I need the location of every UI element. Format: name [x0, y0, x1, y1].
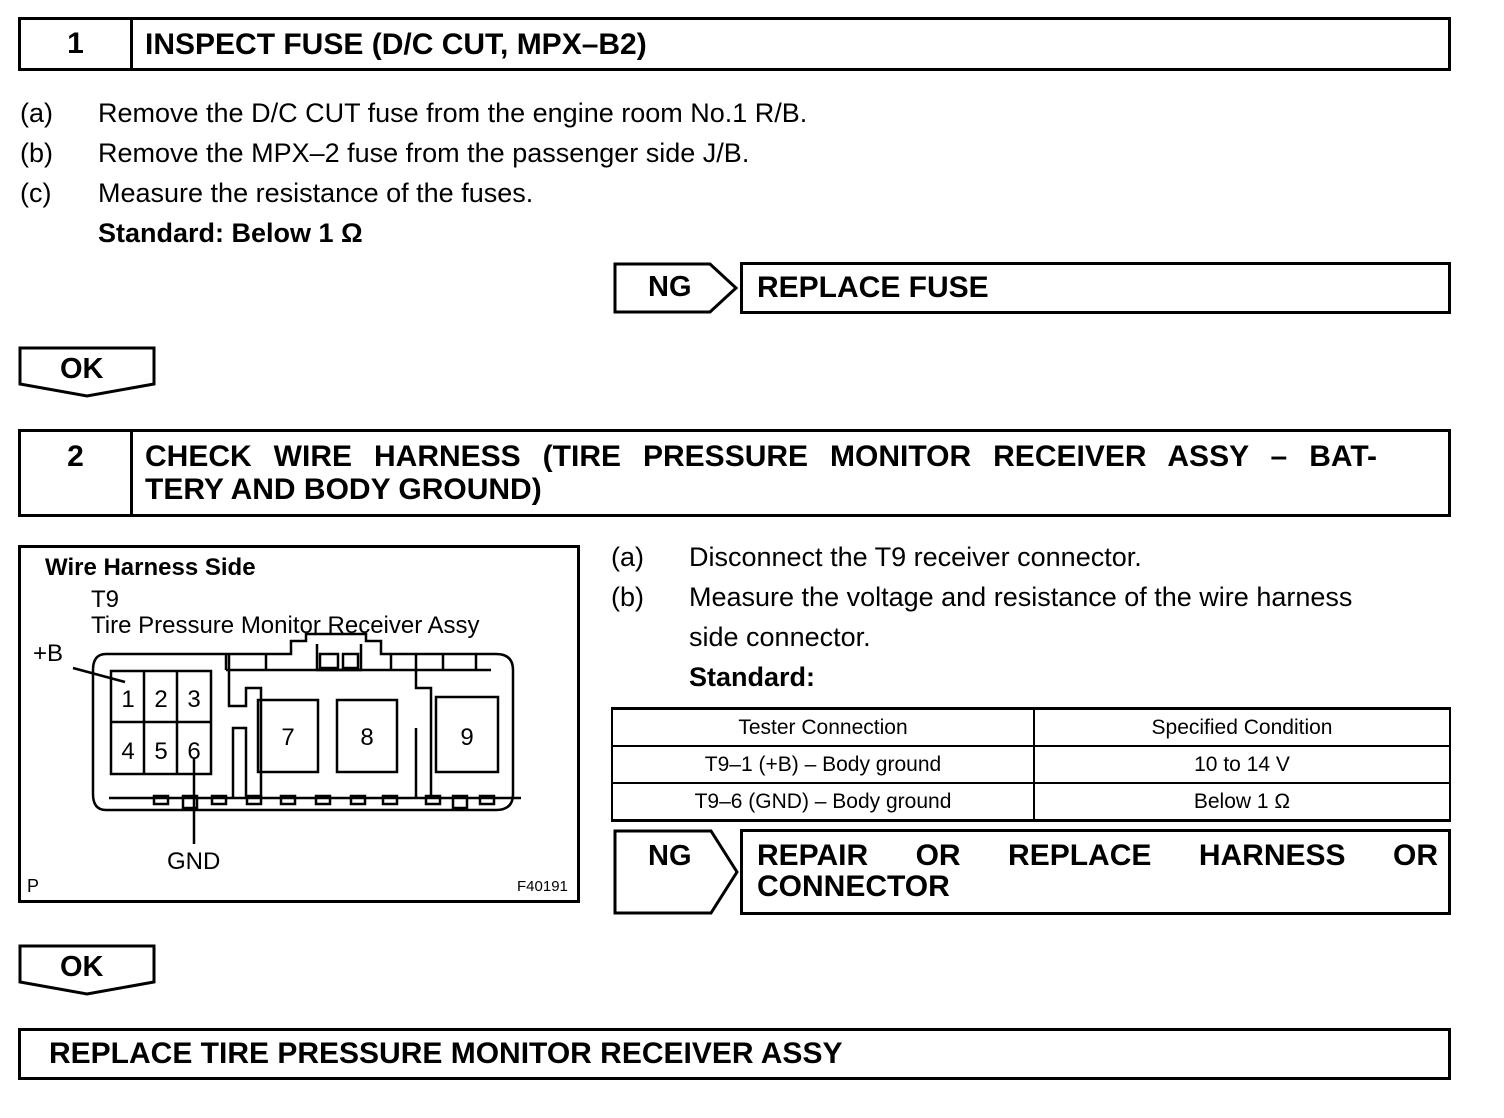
table-cell: Below 1 Ω: [1034, 783, 1450, 821]
diagram-heading: Wire Harness Side: [45, 554, 256, 581]
table-header-cell: Tester Connection: [612, 709, 1034, 747]
diagram-component-name: Tire Pressure Monitor Receiver Assy: [91, 612, 480, 639]
step-1-header: [18, 17, 1451, 71]
diagram-gnd-label: GND: [167, 848, 221, 875]
spec-table: [611, 707, 1451, 822]
table-header-row: [612, 709, 1450, 747]
pin-1: 1: [121, 686, 135, 713]
step-2-title-line-2: TERY AND BODY GROUND): [145, 473, 542, 506]
diagram-plus-b-label: +B: [33, 640, 64, 667]
step-1-ng-action: REPLACE FUSE: [740, 262, 1451, 314]
step-2-title-line-1: CHECK WIRE HARNESS (TIRE PRESSURE MONITOR RECEIVER ASSY – BAT-: [145, 440, 1377, 473]
diagram-corner-p: P: [27, 876, 40, 896]
step-1-title: INSPECT FUSE (D/C CUT, MPX–B2): [145, 27, 647, 61]
diagram-figure-code: F40191: [517, 878, 568, 895]
pin-6: 6: [187, 738, 201, 765]
table-cell: 10 to 14 V: [1034, 746, 1450, 783]
connector-drawing: [21, 548, 577, 900]
step-2-title: [133, 432, 1448, 514]
table-row: [612, 746, 1450, 783]
pin-3: 3: [187, 686, 201, 713]
table-cell: T9–6 (GND) – Body ground: [612, 783, 1034, 821]
step-2-ng-action-line-2: CONNECTOR: [757, 870, 950, 903]
step-2-ng-action: [740, 829, 1451, 915]
step-2-ng-label: NG: [648, 840, 692, 872]
pin-8: 8: [360, 724, 374, 751]
step-1-standard: Standard: Below 1 Ω: [98, 218, 363, 248]
step-1-number: 1: [21, 20, 133, 68]
step-2-ng-action-line-1: REPAIR OR REPLACE HARNESS OR: [757, 839, 1438, 872]
step-2-standard-label: Standard:: [689, 662, 816, 692]
step-2-ok-label: OK: [60, 951, 104, 983]
pin-2: 2: [154, 686, 168, 713]
final-action-box: REPLACE TIRE PRESSURE MONITOR RECEIVER ASSY: [18, 1028, 1451, 1080]
table-header-cell: Specified Condition: [1034, 709, 1450, 747]
diagram-connector-id: T9: [91, 586, 120, 613]
wire-harness-diagram: [18, 545, 580, 903]
step-1-ok-label: OK: [60, 353, 104, 385]
table-row: [612, 783, 1450, 821]
step-1-ng-label: NG: [648, 271, 692, 303]
step-2-header: [18, 429, 1451, 517]
pin-4: 4: [121, 738, 135, 765]
table-cell: T9–1 (+B) – Body ground: [612, 746, 1034, 783]
pin-9: 9: [460, 724, 474, 751]
pin-5: 5: [154, 738, 168, 765]
step-2-number: 2: [21, 432, 133, 514]
pin-7: 7: [281, 724, 295, 751]
step-2-instruction-b-cont: side connector.: [689, 622, 871, 652]
